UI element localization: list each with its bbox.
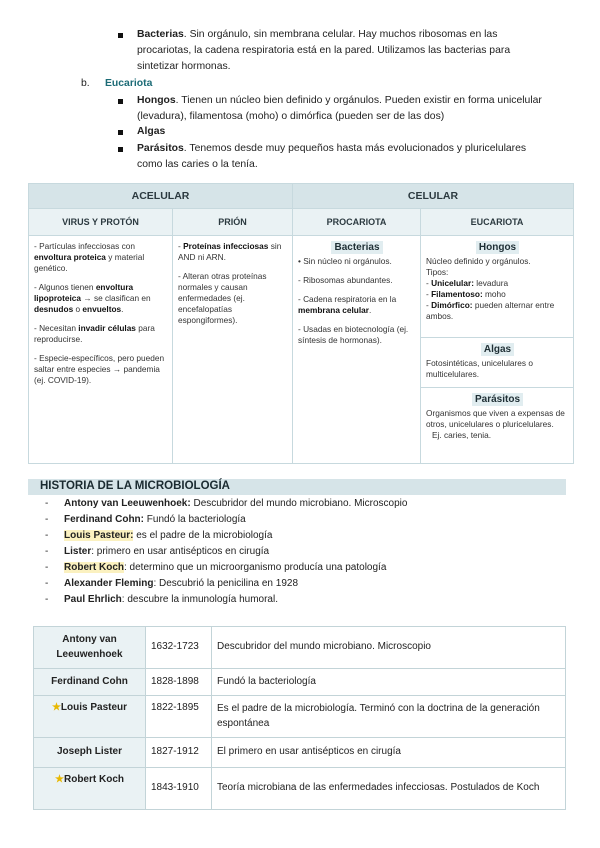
procariota-point-4: - Usadas en biotecnología (ej. síntesis de hormonas). bbox=[298, 324, 409, 345]
prion-point-1: - Proteínas infecciosas sin AND ni ARN. bbox=[178, 241, 282, 262]
algas-cell bbox=[421, 338, 574, 388]
eucariota-column-header: EUCARIOTA bbox=[421, 209, 574, 236]
history-item-cohn: Ferdinand Cohn: Fundó la bacteriología bbox=[64, 514, 246, 525]
person-desc: El primero en usar antisépticos en cirugía bbox=[212, 738, 566, 768]
classification-table bbox=[28, 183, 574, 464]
person-years: 1843-1910 bbox=[146, 768, 212, 810]
person-desc: Descubridor del mundo microbiano. Microscopio bbox=[212, 627, 566, 669]
hongos-filamentoso: - Filamentoso: moho bbox=[426, 289, 506, 299]
star-icon: ★ bbox=[51, 702, 61, 713]
hongos-dimorfico: - Dimórfico: pueden alternar entre ambos. bbox=[426, 300, 555, 321]
virus-point-4: - Especie-específicos, pero pueden saltar entre especies → pandemia (ej. COVID-19). bbox=[34, 353, 165, 385]
procariota-point-1: • Sin núcleo ni orgánulos. bbox=[298, 256, 392, 266]
table-row bbox=[34, 768, 566, 810]
virus-point-1: - Partículas infecciosas con envoltura proteica y material genético. bbox=[34, 241, 145, 273]
procariota-point-2: - Ribosomas abundantes. bbox=[298, 275, 393, 285]
parasitos-line-1: Parásitos. Tenemos desde muy pequeños hasta más evolucionados y pluricelulares bbox=[137, 143, 527, 154]
history-item-leeuwenhoek: Antony van Leeuwenhoek: Descubridor del mundo microbiano. Microscopio bbox=[64, 498, 408, 509]
history-title: HISTORIA DE LA MICROBIOLOGÍA bbox=[40, 480, 230, 492]
table-row bbox=[34, 696, 566, 738]
bacterias-line-2: procariotas, la cadena respiratoria está en la pared. Utilizamos las bacterias para bbox=[137, 45, 511, 56]
parasitos-line-2: como las caries o la tenía. bbox=[137, 159, 258, 170]
table-row bbox=[34, 669, 566, 696]
star-icon: ★ bbox=[55, 774, 64, 785]
procariota-point-3: - Cadena respiratoria en la membrana celular. bbox=[298, 294, 397, 315]
list-dash: - bbox=[45, 578, 49, 589]
parasitos-cell bbox=[421, 388, 574, 464]
history-item-ehrlich: Paul Ehrlich: descubre la inmunología humoral. bbox=[64, 594, 278, 605]
virus-point-3: - Necesitan invadir células para reproducirse. bbox=[34, 323, 155, 344]
parasitos-example: Ej. caries, tenia. bbox=[432, 430, 492, 440]
person-name-starred: ★Louis Pasteur bbox=[34, 696, 146, 738]
parasitos-title: Parásitos bbox=[472, 393, 523, 406]
person-years: 1828-1898 bbox=[146, 669, 212, 696]
person-desc: Teoría microbiana de las enfermedades infecciosas. Postulados de Koch bbox=[212, 768, 566, 810]
bullet-square bbox=[118, 130, 123, 135]
person-years: 1827-1912 bbox=[146, 738, 212, 768]
history-item-fleming: Alexander Fleming: Descubrió la penicilina en 1928 bbox=[64, 578, 299, 589]
hongos-tipos: Tipos: bbox=[426, 267, 449, 277]
list-dash: - bbox=[45, 514, 49, 525]
procariota-column-header: PROCARIOTA bbox=[293, 209, 421, 236]
history-item-koch: Robert Koch: determino que un microorganismo producía una patología bbox=[64, 562, 387, 573]
algas-line: Algas bbox=[137, 126, 166, 137]
bullet-square bbox=[118, 99, 123, 104]
person-name-starred: ★Robert Koch bbox=[34, 768, 146, 810]
list-dash: - bbox=[45, 562, 49, 573]
person-years: 1632-1723 bbox=[146, 627, 212, 669]
celular-header: CELULAR bbox=[293, 184, 574, 209]
virus-point-2: - Algunos tienen envoltura lipoproteica → se clasifican en desnudos o envueltos. bbox=[34, 282, 151, 314]
bullet-square bbox=[118, 33, 123, 38]
list-dash: - bbox=[45, 546, 49, 557]
bullet-square bbox=[118, 147, 123, 152]
virus-cell bbox=[29, 236, 173, 464]
algas-title: Algas bbox=[481, 343, 514, 356]
prion-point-2: - Alteran otras proteínas normales y causan enfermedades (ej. encefalopatías espongiformes). bbox=[178, 271, 267, 325]
parasitos-desc: Organismos que viven a expensas de otros, unicelulares o pluricelulares. bbox=[426, 408, 565, 429]
person-desc: Fundó la bacteriología bbox=[212, 669, 566, 696]
list-dash: - bbox=[45, 498, 49, 509]
hongos-line-2: (levadura), filamentosa (moho) o dimórfica (pueden ser de las dos) bbox=[137, 111, 445, 122]
acelular-header: ACELULAR bbox=[29, 184, 293, 209]
eucariota-marker: b. bbox=[81, 78, 90, 89]
prion-cell bbox=[173, 236, 293, 464]
hongos-line-1: Hongos. Tienen un núcleo bien definido y orgánulos. Pueden existir en forma unicelular bbox=[137, 95, 542, 106]
person-name: Antony van Leeuwenhoek bbox=[34, 627, 146, 669]
algas-desc: Fotosintéticas, unicelulares o multicelulares. bbox=[426, 358, 533, 379]
prion-column-header: PRIÓN bbox=[173, 209, 293, 236]
eucariota-label: Eucariota bbox=[105, 78, 153, 89]
people-table bbox=[33, 626, 566, 810]
hongos-title: Hongos bbox=[476, 241, 519, 254]
hongos-cell bbox=[421, 236, 574, 338]
hongos-unicelular: - Unicelular: levadura bbox=[426, 278, 509, 288]
history-item-pasteur: Louis Pasteur: es el padre de la microbiología bbox=[64, 530, 273, 541]
hongos-desc: Núcleo definido y orgánulos. bbox=[426, 256, 531, 266]
person-years: 1822-1895 bbox=[146, 696, 212, 738]
bacterias-line-3: sintetizar hormonas. bbox=[137, 61, 231, 72]
bacterias-title: Bacterias bbox=[331, 241, 382, 254]
table-row bbox=[34, 627, 566, 669]
procariota-cell bbox=[293, 236, 421, 464]
person-desc: Es el padre de la microbiología. Terminó con la doctrina de la generación espontánea bbox=[212, 696, 566, 738]
virus-column-header: VIRUS Y PROTÓN bbox=[29, 209, 173, 236]
list-dash: - bbox=[45, 594, 49, 605]
table-row bbox=[34, 738, 566, 768]
list-dash: - bbox=[45, 530, 49, 541]
person-name: Ferdinand Cohn bbox=[34, 669, 146, 696]
bacterias-line-1: Bacterias. Sin orgánulo, sin membrana celular. Hay muchos ribosomas en las bbox=[137, 29, 498, 40]
person-name: Joseph Lister bbox=[34, 738, 146, 768]
history-item-lister: Lister: primero en usar antisépticos en cirugía bbox=[64, 546, 270, 557]
